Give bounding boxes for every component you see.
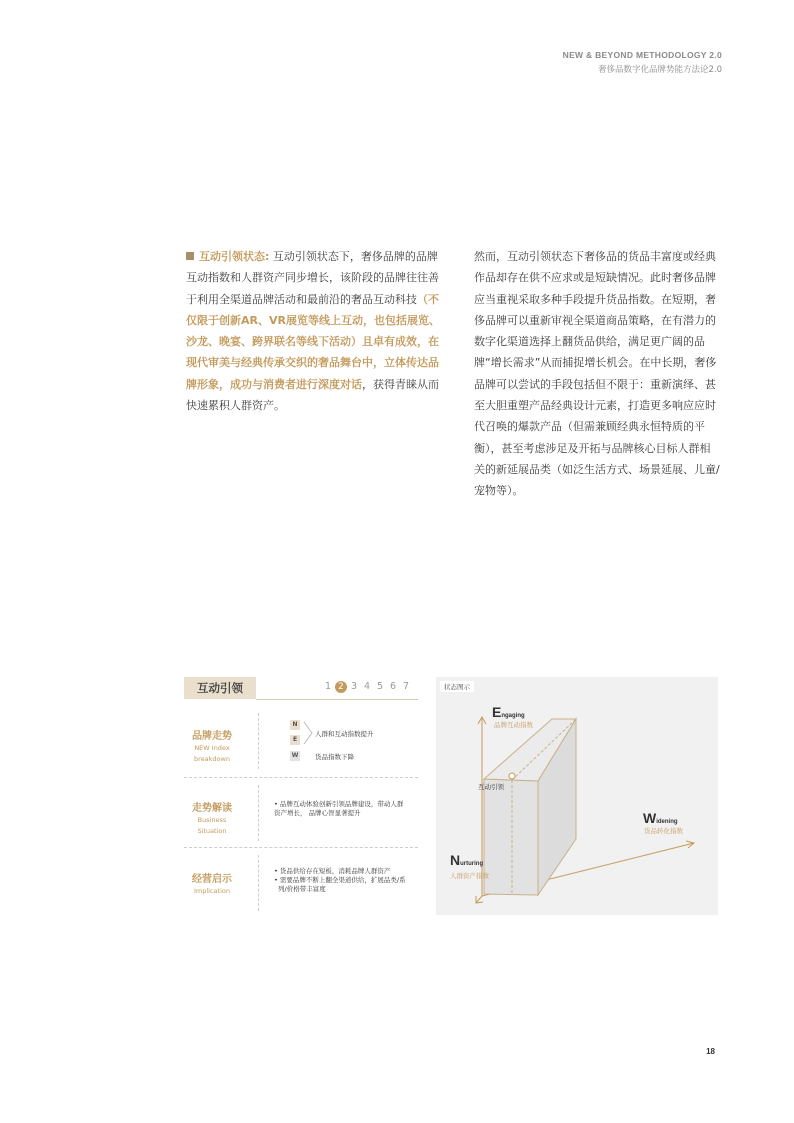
widening-initial: W [643,810,657,826]
section-lead: 互动引领状态: [199,250,270,263]
box-front-face [484,779,538,895]
implication-line-2: • 需要品牌不断上翻全渠道供给，扩展品类/系 [274,876,406,884]
row-title: 走势解读 [192,803,232,814]
header-title-en: NEW & BEYOND METHODOLOGY 2.0 [562,50,722,60]
figure-panel [184,677,718,915]
info-panel [184,677,418,915]
step-7: 7 [402,681,410,692]
left-paragraph-1: 互动引领状态下，奢侈品牌的品牌互动指数和人群资产同步增长，该阶段的品牌往往善于利用全渠道品牌活动和最前沿的奢品互动科技 [186,250,439,306]
engaging-label [492,702,525,721]
right-paragraph: 然而，互动引领状态下奢侈品的货品丰富度或经典作品却存在供不应求或是短缺情况。此时奢侈品牌应当重视采取多种手段提升货品指数。在短期，奢侈品牌可以重新审视全渠道商品策略，在有潜力的数字化渠道选择上翻货品供给，满足更广阔的品牌“增长需求”从而捕捉增长机会。在中长期，奢侈品牌可以尝试的手段包括但不限于：重新演绎、甚至大胆重塑产品经典设计元素，打造更多响应应时代召唤的爆款产品（但需兼顾经典永恒特质的平衡），甚至考虑涉足及开拓与品牌核心目标人群相关的新延展品类（如泛生活方式、场景延展、儿童/宠物等）。 [474,250,720,498]
engaging-rest: ngaging [501,713,525,719]
implication-line-1: • 货品供给存在短板，消耗品牌人群资产 [274,867,391,875]
stage-steps [322,681,413,693]
row-title: 经营启示 [192,874,232,885]
row-sub: NEW Index [194,744,230,752]
step-5: 5 [376,681,384,692]
letter-n: N [290,720,300,730]
row-sub: breakdown [194,754,230,763]
step-3: 3 [350,681,358,692]
state-diagram [436,677,718,915]
row-sub: Situation [197,826,227,835]
row-sub: Business [197,816,227,824]
nurturing-cn: 人群资产指数 [450,872,489,880]
step-1: 1 [324,681,332,692]
row-divider [258,855,260,911]
row-business-situation [184,799,240,835]
header-title-cn: 奢侈品数字化品牌势能方法论2.0 [597,65,722,75]
step-6: 6 [389,681,397,692]
row-divider [258,785,260,841]
stage-tab: 互动引领 [184,677,256,699]
tab-underline [256,699,418,700]
engaging-cn: 品牌互动指数 [494,721,533,729]
page-header [563,50,722,75]
step-4: 4 [363,681,371,692]
engaging-initial: E [492,704,502,720]
state-point-marker [509,773,515,779]
situation-line-1: • 品牌互动体验创新引领品牌建设，带动人群 [274,800,404,808]
right-column [474,246,720,502]
widening-cn: 货品转化指数 [644,827,683,835]
nurturing-label [450,850,483,869]
situation-line-2: 资产增长， 品牌心智显著提升 [274,809,361,817]
step-2-active: 2 [335,681,347,693]
left-column [186,246,444,416]
widening-rest: idening [656,819,678,825]
square-bullet-icon [186,252,194,260]
page-number: 18 [706,1047,715,1056]
row-brand-trend [184,727,240,763]
nurturing-rest: urturing [460,861,484,867]
row-implication [184,870,240,896]
implication-line-3: 列/价格带丰富度 [278,885,326,893]
row-divider [258,713,260,769]
widening-label [643,808,678,827]
letter-e: E [290,735,300,745]
ne-description: 人群和互动指数提升 [315,730,374,738]
letter-w: W [291,752,299,759]
left-paragraph-2: ，获得青睐从而快速累积人群资产。 [186,377,439,413]
left-highlight: （不仅限于创新AR、VR展览等线上互动，也包括展览、沙龙、晚宴、跨界联名等线下活动）且卓有成效，在现代审美与经典传承交织的奢品舞台中，立体传达品牌形象，成功与消费者进行深度对话 [186,292,440,391]
row-separator [184,847,418,848]
row-sub: Implication [194,887,230,895]
w-description: 货品指数下降 [315,753,354,761]
state-point-label: 互动引领 [478,783,504,791]
bracket-arrow-icon [302,721,314,745]
nurturing-initial: N [450,852,461,868]
row-separator [184,777,418,778]
row-title: 品牌走势 [192,731,232,742]
diagram-tag: 状态图示 [440,681,474,692]
